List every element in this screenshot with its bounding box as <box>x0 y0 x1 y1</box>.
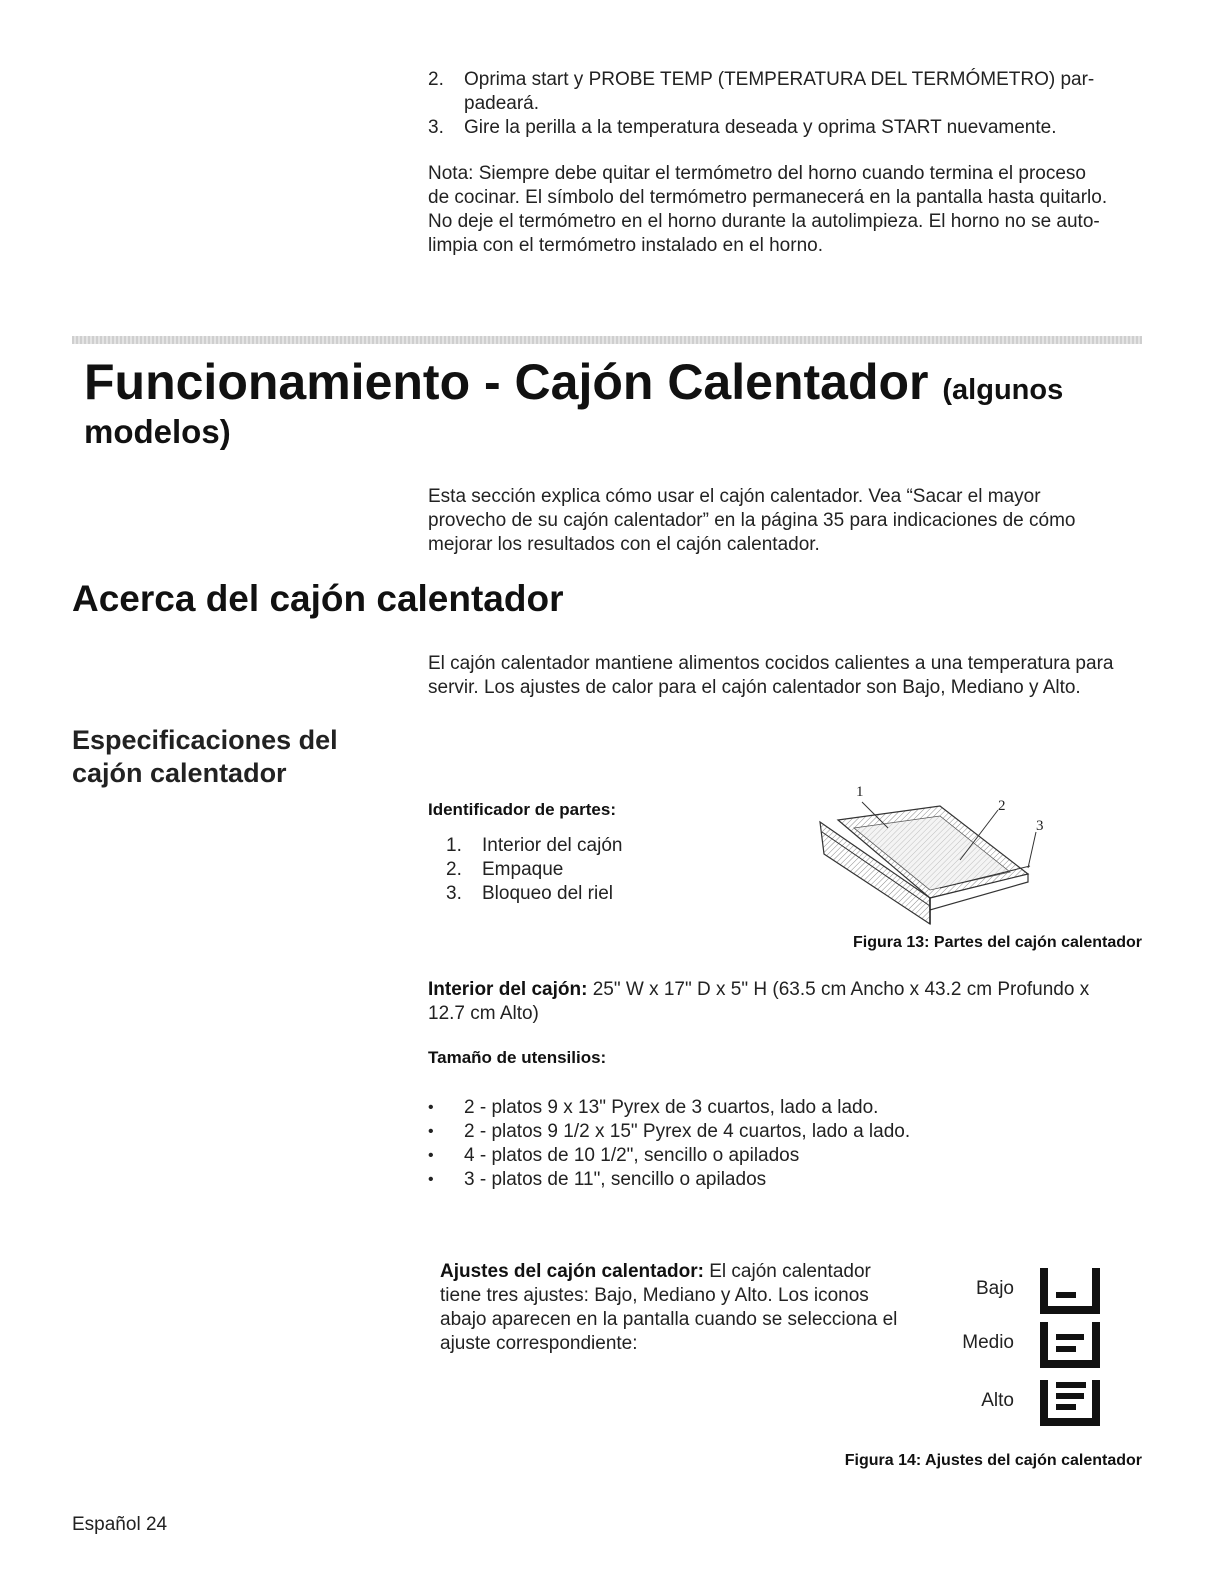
list-number: 3. <box>446 883 462 904</box>
intro-line: mejorar los resultados con el cajón calentador. <box>428 534 820 555</box>
bullet-icon: • <box>428 1147 434 1164</box>
list-text: Gire la perilla a la temperatura deseada y oprima START nuevamente. <box>464 117 1057 138</box>
section-line: servir. Los ajustes de calor para el cajón calentador son Bajo, Mediano y Alto. <box>428 677 1081 698</box>
heat-level-low-icon <box>1040 1268 1100 1314</box>
callout-3: 3 <box>1036 818 1044 834</box>
heat-bar <box>1056 1346 1076 1352</box>
intro-line: Esta sección explica cómo usar el cajón calentador. Vea “Sacar el mayor <box>428 486 1041 507</box>
page-title-line2: modelos) <box>84 413 231 450</box>
list-text: Bloqueo del riel <box>482 883 613 904</box>
note-line: de cocinar. El símbolo del termómetro permanecerá en la pantalla hasta quitarlo. <box>428 187 1108 208</box>
settings-line: abajo aparecen en la pantalla cuando se selecciona el <box>440 1309 898 1330</box>
list-text: Empaque <box>482 859 564 880</box>
list-text: Oprima start y PROBE TEMP (TEMPERATURA DEL TERMÓMETRO) par- <box>464 69 1095 90</box>
utensil-text: 3 - platos de 11", sencillo o apilados <box>464 1169 767 1190</box>
section-divider <box>72 336 1142 344</box>
list-number: 3. <box>428 117 444 138</box>
utensil-text: 2 - platos 9 1/2 x 15" Pyrex de 4 cuartos, lado a lado. <box>464 1121 911 1142</box>
page-title-suffix: (algunos <box>942 374 1064 406</box>
subsection-heading-line: cajón calentador <box>72 758 287 788</box>
note-line: Nota: Siempre debe quitar el termómetro del horno cuando termina el proceso <box>428 163 1086 184</box>
settings-line: ajuste correspondiente: <box>440 1333 638 1354</box>
bullet-icon: • <box>428 1171 434 1188</box>
warming-drawer-illustration <box>810 770 1070 930</box>
page-title-main: Funcionamiento - Cajón Calentador <box>84 354 929 410</box>
page-footer: Español 24 <box>72 1514 168 1535</box>
callout-2: 2 <box>998 798 1006 814</box>
settings-text: El cajón calentador <box>703 1261 871 1282</box>
list-text: Interior del cajón <box>482 835 623 856</box>
utensil-text: 4 - platos de 10 1/2", sencillo o apilados <box>464 1145 800 1166</box>
heat-level-high-icon <box>1040 1380 1100 1426</box>
note-line: limpia con el termómetro instalado en el horno. <box>428 235 823 256</box>
setting-label-bajo: Bajo <box>975 1278 1014 1299</box>
figure-14-caption: Figura 14: Ajustes del cajón calentador <box>844 1452 1142 1469</box>
utensils-heading: Tamaño de utensilios: <box>428 1048 607 1067</box>
section-paragraph <box>428 652 1188 700</box>
page-title <box>84 352 1063 420</box>
section-heading: Acerca del cajón calentador <box>72 578 564 619</box>
interior-label: Interior del cajón: <box>428 979 588 1000</box>
setting-label-alto: Alto <box>981 1390 1014 1411</box>
subsection-heading-line: Especificaciones del <box>72 725 338 755</box>
list-number: 2. <box>446 859 462 880</box>
setting-label-medio: Medio <box>962 1332 1014 1353</box>
interior-value-continued: 12.7 cm Alto) <box>428 1003 539 1024</box>
heat-bar <box>1056 1393 1084 1399</box>
heat-bar <box>1056 1292 1076 1298</box>
figure-13-caption: Figura 13: Partes del cajón calentador <box>853 934 1142 951</box>
callout-1: 1 <box>856 784 864 800</box>
intro-line: provecho de su cajón calentador” en la página 35 para indicaciones de cómo <box>428 510 1076 531</box>
settings-paragraph <box>440 1260 930 1356</box>
list-number: 1. <box>446 835 462 856</box>
heat-bar <box>1056 1334 1084 1340</box>
intro-paragraph <box>428 485 1188 557</box>
heat-bar <box>1056 1404 1076 1410</box>
parts-heading: Identificador de partes: <box>428 800 616 819</box>
section-line: El cajón calentador mantiene alimentos cocidos calientes a una temperatura para <box>428 653 1114 674</box>
subsection-heading <box>72 724 338 790</box>
settings-label: Ajustes del cajón calentador: <box>440 1261 704 1282</box>
bullet-icon: • <box>428 1123 434 1140</box>
interior-dimensions <box>428 978 1188 1026</box>
note-paragraph <box>428 162 1188 258</box>
bullet-icon: • <box>428 1099 434 1116</box>
heat-level-medium-icon <box>1040 1322 1100 1368</box>
interior-value: 25" W x 17" D x 5" H (63.5 cm Ancho x 43.2 cm Profundo x <box>587 979 1090 1000</box>
utensil-text: 2 - platos 9 x 13" Pyrex de 3 cuartos, lado a lado. <box>464 1097 879 1118</box>
list-text-continued: padeará. <box>464 93 540 114</box>
note-line: No deje el termómetro en el horno durante la autolimpieza. El horno no se auto- <box>428 211 1100 232</box>
heat-bar <box>1056 1382 1086 1388</box>
list-number: 2. <box>428 69 444 90</box>
settings-line: tiene tres ajustes: Bajo, Mediano y Alto. Los iconos <box>440 1285 869 1306</box>
